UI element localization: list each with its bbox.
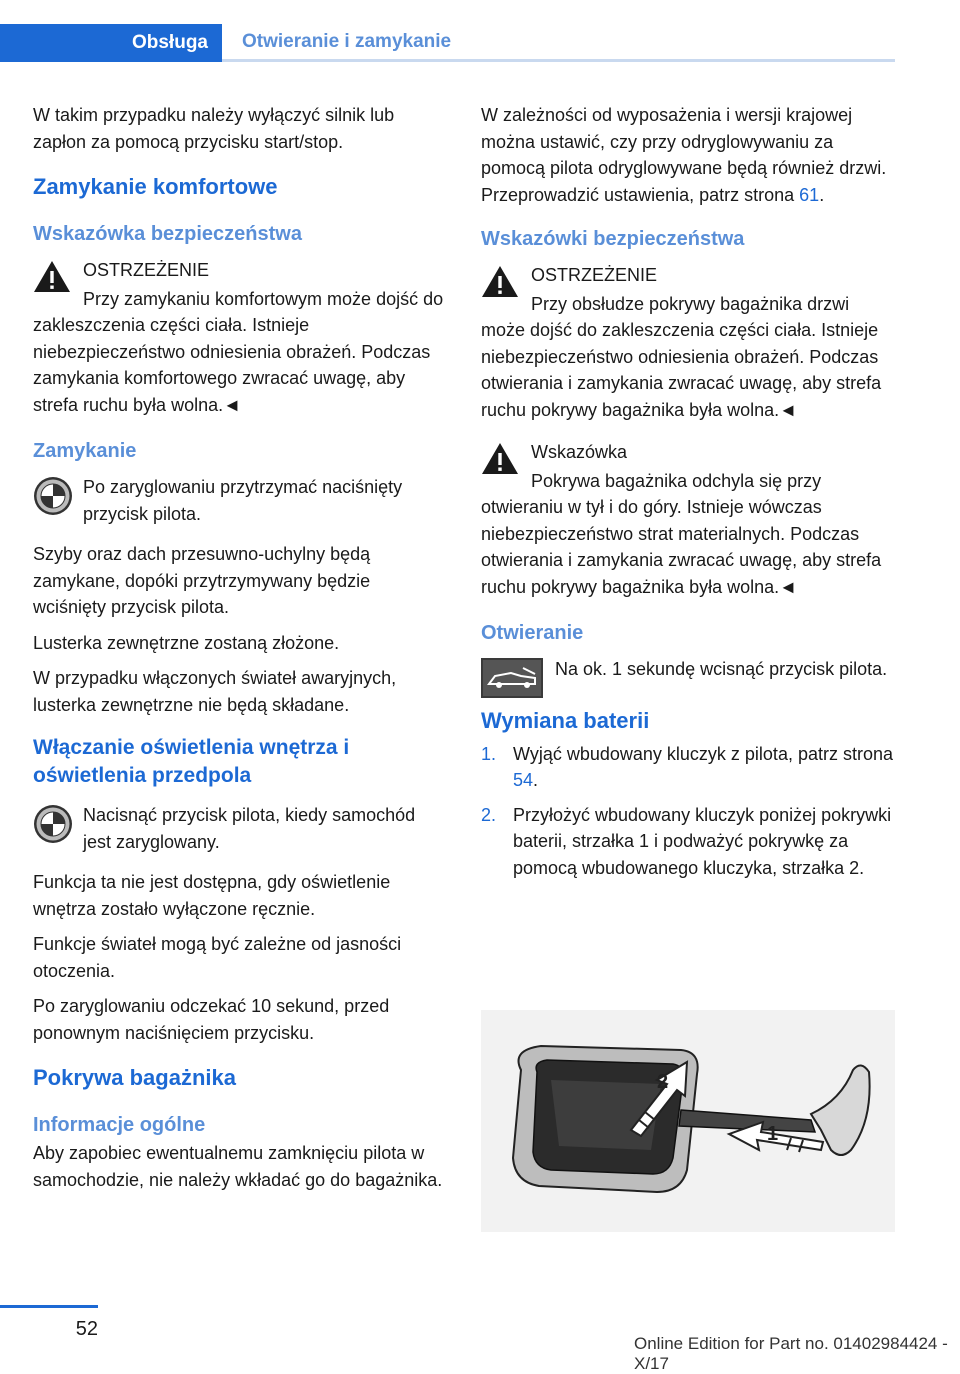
arrow-label-2: 2 — [657, 1071, 669, 1093]
note-block — [481, 439, 896, 600]
warning-title: OSTRZEŻENIE — [531, 265, 658, 285]
edition-footer: Online Edition for Part no. 01402984424 - X/17 — [634, 1334, 948, 1373]
heading-general-info: Informacje ogólne — [33, 1114, 206, 1136]
step-text-end: . — [533, 770, 539, 790]
heading-interior-light: Włączanie oświetlenia wnętrza i oświetlenia przedpola — [33, 736, 350, 787]
note-text: Pokrywa bagażnika odchyla się przy otwieraniu w tył i do góry. Istnieje wówczas niebezpieczeństwo strat materialnych. Podczas otwierania i zamykania zwracać uwagę, aby strefa ruchu pokrywy bagażnika była wolna.◄ — [481, 470, 882, 597]
page-link-54[interactable]: 54 — [513, 770, 534, 790]
warning-text: Przy obsłudze pokrywy bagażnika drzwi może dojść do zakleszczenia części ciała. Istnieje niebezpieczeństwo odniesienia obrażeń. Podczas otwierania i zamykania zwracać uwagę, aby strefa ruchu pokrywy bagażnika była wolna.◄ — [481, 293, 882, 420]
heading-trunk: Pokrywa bagażnika — [33, 1065, 236, 1090]
heading-battery: Wymiana baterii — [481, 707, 650, 733]
warning-icon — [481, 441, 519, 475]
trunk-button-block — [481, 656, 896, 683]
bmw-logo-icon — [33, 476, 73, 516]
key-battery-figure — [481, 1010, 895, 1232]
heading-safety-note: Wskazówka bezpieczeństwa — [33, 223, 302, 245]
tab-otwieranie-i-zamykanie[interactable]: Otwieranie i zamykanie — [222, 24, 895, 62]
header-tabs — [0, 24, 895, 62]
right-column — [481, 102, 896, 889]
paragraph-light-3: Po zaryglowaniu odczekać 10 sekund, przed ponownym naciśnięciem przycisku. — [33, 996, 390, 1043]
bmw-button-block — [33, 474, 448, 527]
paragraph-hazard: W przypadku włączonych świateł awaryjnych, lusterka zewnętrzne nie będą składane. — [33, 668, 397, 715]
paragraph-mirrors: Lusterka zewnętrzne zostaną złożone. — [33, 632, 340, 653]
trunk-open-icon — [481, 658, 543, 698]
tab-obsluga[interactable]: Obsługa — [0, 24, 222, 62]
paragraph-light-2: Funkcje świateł mogą być zależne od jasności otoczenia. — [33, 934, 402, 981]
note-title: Wskazówka — [531, 442, 628, 462]
warning-block — [33, 257, 448, 418]
heading-locking: Zamykanie — [33, 440, 137, 462]
warning-text: Przy zamykaniu komfortowym może dojść do zakleszczenia części ciała. Istnieje niebezpieczeństwo odniesienia obrażeń. Podczas zamykania komfortowego zwracać uwagę, aby strefa ruchu była wolna.◄ — [33, 288, 444, 415]
arrow-label-1: 1 — [767, 1123, 779, 1145]
warning-block — [481, 262, 896, 423]
unlock-setting-text: W zależności od wyposażenia i wersji krajowej można ustawić, czy przy odryglowywaniu za pomocą pilota odryglowywane będą również drzwi. Przeprowadzić ustawienia, patrz strona — [481, 105, 887, 205]
heading-comfort-closing: Zamykanie komfortowe — [33, 174, 278, 199]
lock-instruction: Po zaryglowaniu przytrzymać naciśnięty przycisk pilota. — [83, 477, 403, 524]
page-link-61[interactable]: 61 — [799, 184, 820, 205]
left-column — [33, 102, 448, 1202]
step-number: 1. — [481, 743, 497, 764]
heading-safety-notes: Wskazówki bezpieczeństwa — [481, 228, 745, 250]
paragraph-engine-off: W takim przypadku należy wyłączyć silnik lub zapłon za pomocą przycisku start/stop. — [33, 105, 395, 152]
page-number: 52 — [75, 1318, 98, 1340]
warning-icon — [33, 259, 71, 293]
bmw-logo-icon — [33, 804, 73, 844]
step-text: Przyłożyć wbudowany kluczyk poniżej pokrywki baterii, strzałka 1 i podważyć pokrywkę za pomocą wbudowanego kluczyka, strzałka 2. — [513, 804, 892, 878]
footer-rule — [0, 1305, 98, 1308]
heading-opening: Otwieranie — [481, 622, 584, 644]
step-number: 2. — [481, 804, 497, 825]
warning-title: OSTRZEŻENIE — [83, 260, 210, 280]
unlock-setting-end: . — [819, 184, 825, 205]
light-instruction: Nacisnąć przycisk pilota, kiedy samochód jest zaryglowany. — [83, 805, 416, 852]
warning-icon — [481, 264, 519, 298]
list-item — [481, 741, 896, 794]
paragraph-unlock-setting — [481, 102, 896, 208]
paragraph-light-1: Funkcja ta nie jest dostępna, gdy oświetlenie wnętrza zostało wyłączone ręcznie. — [33, 872, 391, 919]
bmw-button-block-light — [33, 802, 448, 855]
paragraph-general: Aby zapobiec ewentualnemu zamknięciu pilota w samochodzie, nie należy wkładać go do bagażnika. — [33, 1143, 443, 1190]
step-text: Wyjąć wbudowany kluczyk z pilota, patrz strona — [513, 743, 893, 764]
list-item — [481, 802, 896, 882]
key-illustration — [481, 1010, 895, 1232]
paragraph-windows: Szyby oraz dach przesuwno-uchylny będą zamykane, dopóki przytrzymywany będzie wciśnięty przycisk pilota. — [33, 544, 371, 617]
open-instruction: Na ok. 1 sekundę wcisnąć przycisk pilota. — [555, 659, 888, 679]
battery-steps — [481, 741, 896, 882]
